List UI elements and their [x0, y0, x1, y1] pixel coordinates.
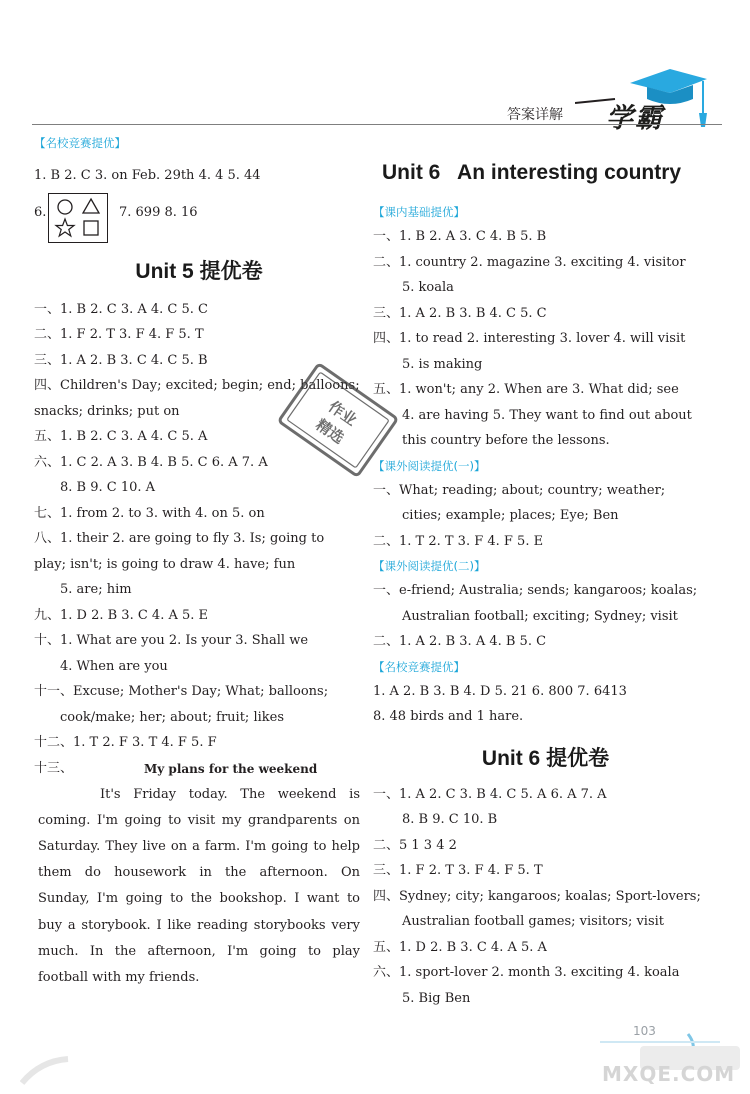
unit6-title: Unit 6 提优卷: [481, 746, 610, 770]
answer-line: 4. When are you: [60, 658, 168, 674]
answer-line: 1. B 2. C 3. on Feb. 29th 4. 4 5. 44: [34, 168, 261, 183]
header-rule: [32, 124, 722, 125]
corner-decoration-icon: [20, 1055, 80, 1085]
unit5-title: Unit 5 提优卷: [135, 259, 263, 283]
answer-line: 七、1. from 2. to 3. with 4. on 5. on: [34, 505, 265, 521]
essay-body: [34, 782, 364, 992]
svg-text:作业: 作业: [325, 397, 361, 430]
answer-line: cities; example; places; Eye; Ben: [402, 508, 619, 523]
answer-number: 6.: [34, 204, 47, 220]
answer-line: 二、5 1 3 4 2: [373, 837, 457, 853]
unit6-heading: Unit 6 An interesting country: [382, 161, 682, 184]
logo-text: 学霸: [606, 103, 664, 134]
answer-line: 六、1. sport-lover 2. month 3. exciting 4. koala: [373, 965, 680, 980]
answer-number: 十三、: [34, 760, 74, 776]
answer-line: 四、1. to read 2. interesting 3. lover 4. will visit: [373, 331, 686, 346]
right-column: [373, 128, 718, 1011]
answer-line: 五、1. D 2. B 3. C 4. A 5. A: [373, 939, 547, 955]
answer-line: 8. B 9. C 10. A: [60, 480, 156, 495]
answer-line: 十、1. What are you 2. Is your 3. Shall we: [34, 633, 309, 648]
answer-line: 九、1. D 2. B 3. C 4. A 5. E: [34, 607, 209, 623]
essay-block: [34, 756, 364, 992]
answer-line: 5. Big Ben: [402, 990, 471, 1006]
answer-line: 十二、1. T 2. F 3. T 4. F 5. F: [34, 735, 217, 750]
answer-line: 五、1. B 2. C 3. A 4. C 5. A: [34, 429, 208, 444]
answer-line: 5. koala: [402, 280, 454, 295]
section-heading: 【名校竞赛提优】: [34, 136, 126, 150]
answer-line: 一、What; reading; about; country; weather;: [373, 482, 666, 498]
answer-line: 四、Sydney; city; kangaroos; koalas; Sport-lovers;: [373, 888, 701, 904]
answer-line: 一、1. A 2. C 3. B 4. C 5. A 6. A 7. A: [373, 786, 607, 802]
answer-line: 二、1. T 2. T 3. F 4. F 5. E: [373, 533, 544, 549]
star-icon: [56, 219, 74, 236]
watermark-text: MXQE.COM: [602, 1062, 736, 1086]
shapes-answer: [34, 191, 364, 245]
answer-line: 二、1. F 2. T 3. F 4. F 5. T: [34, 327, 204, 342]
answer-line: 十一、Excuse; Mother's Day; What; balloons;: [34, 684, 329, 699]
answer-line: 三、1. F 2. T 3. F 4. F 5. T: [373, 863, 543, 878]
section-heading: 【课外阅读提优(一)】: [373, 458, 486, 473]
header-label: 答案详解: [507, 107, 563, 123]
answer-line: 一、1. B 2. A 3. C 4. B 5. B: [373, 229, 547, 244]
answer-line: snacks; drinks; put on: [34, 403, 180, 419]
square-icon: [84, 221, 98, 235]
answer-line: 7. 699 8. 16: [119, 204, 198, 220]
section-heading: 【名校竞赛提优】: [373, 659, 465, 674]
answer-line: 四、Children's Day; excited; begin; end; balloons;: [34, 378, 360, 393]
answer-line: 5. is making: [402, 356, 483, 372]
answer-line: cook/make; her; about; fruit; likes: [60, 709, 285, 725]
answer-line: 二、1. A 2. B 3. A 4. B 5. C: [373, 634, 547, 649]
left-column: [34, 128, 364, 991]
answer-line: 六、1. C 2. A 3. B 4. B 5. C 6. A 7. A: [34, 454, 268, 470]
answer-line: 五、1. won't; any 2. When are 3. What did; see: [373, 382, 679, 397]
answer-line: Australian football; exciting; Sydney; visit: [402, 608, 678, 624]
answer-line: play; isn't; is going to draw 4. have; fun: [34, 556, 296, 572]
page-number: 103: [633, 1024, 656, 1038]
answer-line: 三、1. A 2. B 3. C 4. C 5. B: [34, 352, 208, 368]
answer-line: Australian football games; visitors; visit: [402, 914, 665, 929]
essay-paragraph: It's Friday today. The weekend is coming. I'm going to visit my grandparents on Saturday. They live on a farm. I'm going to help them do housework in the afternoon. On Sunday, I'm going to the bookshop. I want to buy a storybook. I like reading storybooks very much. In the afternoon, I'm going to play football with my friends.: [38, 786, 360, 985]
answer-line: 8. 48 birds and 1 hare.: [373, 709, 524, 724]
essay-title: My plans for the weekend: [144, 761, 318, 776]
answer-line: 1. A 2. B 3. B 4. D 5. 21 6. 800 7. 6413: [373, 683, 627, 699]
section-heading: 【课外阅读提优(二)】: [373, 559, 486, 573]
svg-text:精选: 精选: [312, 415, 348, 448]
circle-icon: [58, 200, 72, 214]
answer-line: 5. are; him: [60, 582, 132, 597]
answer-line: 二、1. country 2. magazine 3. exciting 4. visitor: [373, 254, 686, 270]
section-heading: 【课内基础提优】: [373, 205, 465, 219]
answer-line: 三、1. A 2. B 3. B 4. C 5. C: [373, 305, 547, 321]
answer-line: 8. B 9. C 10. B: [402, 812, 498, 827]
answer-line: this country before the lessons.: [402, 433, 610, 448]
shapes-box: [48, 193, 108, 243]
answer-line: 一、1. B 2. C 3. A 4. C 5. C: [34, 301, 208, 317]
triangle-icon: [83, 199, 99, 213]
answer-line: 八、1. their 2. are going to fly 3. Is; going to: [34, 531, 325, 546]
answer-line: 4. are having 5. They want to find out about: [402, 407, 692, 423]
answer-line: 一、e-friend; Australia; sends; kangaroos; koalas;: [373, 583, 698, 598]
